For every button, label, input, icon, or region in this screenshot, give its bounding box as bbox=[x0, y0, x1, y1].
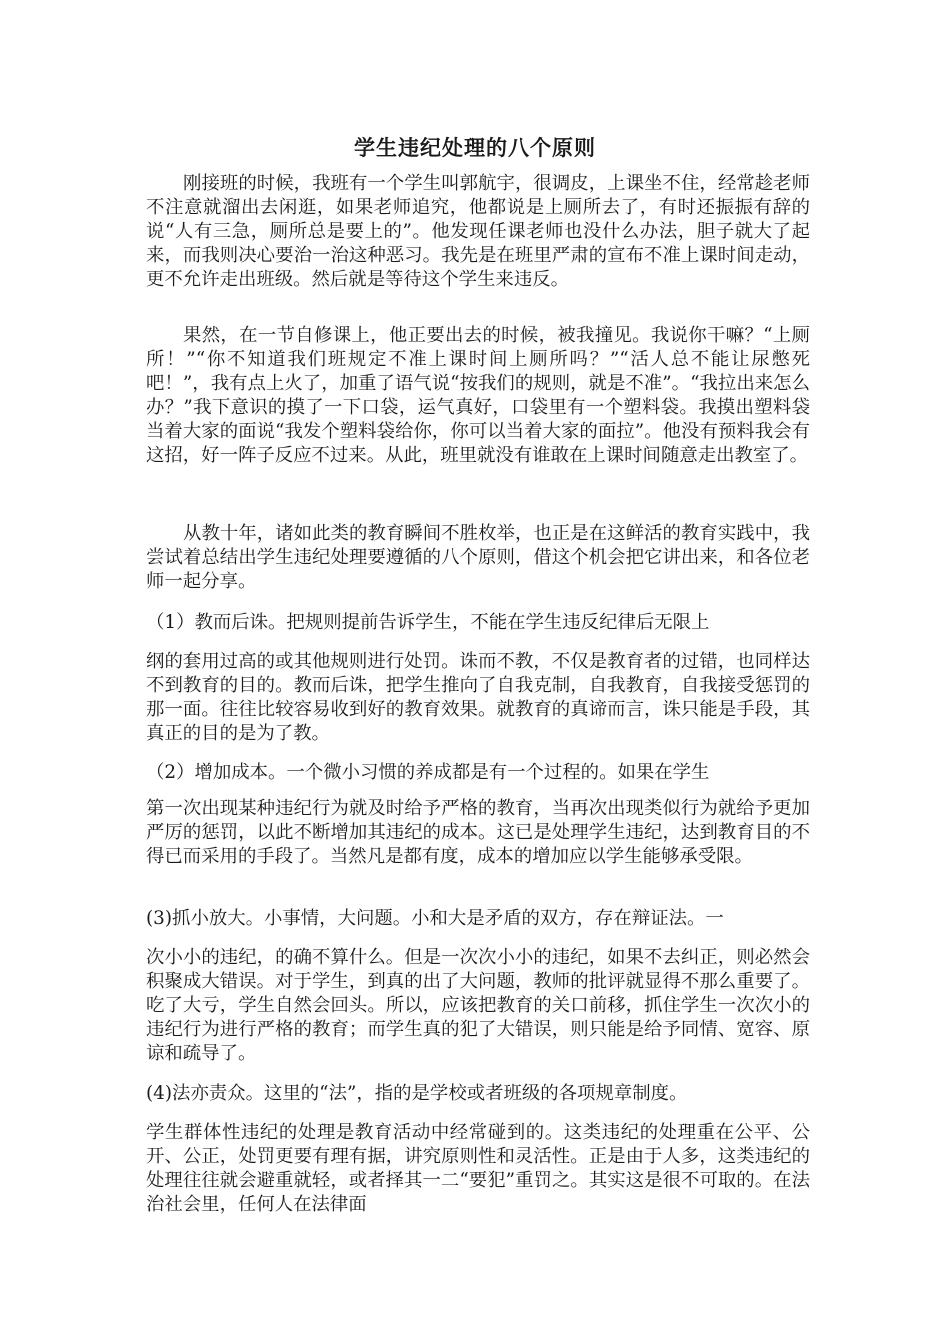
principle-4-body: 学生群体性违纪的处理是教育活动中经常碰到的。这类违纪的处理重在公平、公开、公正，处罚更要有理有据，讲究原则性和灵活性。正是由于人多，这类违纪的处理往往就会避重就轻，或者择其一二“要犯”重罚之。其实这是很不可取的。在法治社会里，任何人在法律面 bbox=[146, 1122, 810, 1216]
principle-2-head: （2）增加成本。一个微小习惯的养成都是有一个过程的。如果在学生 bbox=[146, 762, 710, 783]
principle-1-head: （1）教而后诛。把规则提前告诉学生，不能在学生违反纪律后无限上 bbox=[146, 612, 710, 633]
principle-2-body: 第一次出现某种违纪行为就及时给予严格的教育，当再次出现类似行为就给予更加严厉的惩罚，以此不断增加其违纪的成本。这已是处理学生违纪，达到教育目的不得已而采用的手段了。当然凡是都有度，成本的增加应以学生能够承受限。 bbox=[146, 798, 810, 868]
document-title: 学生违纪处理的八个原则 bbox=[354, 136, 596, 160]
intro-paragraph-2: 果然，在一节自修课上，他正要出去的时候，被我撞见。我说你干嘛？“上厕所！”“你不知道我们班规定不准上课时间上厕所吗？”“活人总不能让尿憋死吧！”，我有点上火了，加重了语气说“按我们的规则，就是不准”。“我拉出来怎么办？”我下意识的摸了一下口袋，运气真好，口袋里有一个塑料袋。我摸出塑料袋当着大家的面说“我发个塑料袋给你，你可以当着大家的面拉”。他没有预料我会有这招，好一阵子反应不过来。从此，班里就没有谁敢在上课时间随意走出教室了。 bbox=[146, 325, 810, 467]
intro-paragraph-1: 刚接班的时候，我班有一个学生叫郭航宇，很调皮，上课坐不住，经常趁老师不注意就溜出去闲逛，如果老师追究，他都说是上厕所去了，有时还振振有辞的说“人有三急，厕所总是要上的”。他发现任课老师也没什么办法，胆子就大了起来，而我则决心要治一治这种恶习。我先是在班里严肃的宣布不准上课时间走动，更不允许走出班级。然后就是等待这个学生来违反。 bbox=[146, 173, 810, 291]
intro-paragraph-3: 从教十年，诸如此类的教育瞬间不胜枚举，也正是在这鲜活的教育实践中，我尝试着总结出学生违纪处理要遵循的八个原则，借这个机会把它讲出来，和各位老师一起分享。 bbox=[146, 523, 810, 593]
principle-3-head: (3)抓小放大。小事情，大问题。小和大是矛盾的双方，存在辩证法。一 bbox=[146, 908, 724, 929]
principle-1-body: 纲的套用过高的或其他规则进行处罚。诛而不教，不仅是教育者的过错，也同样达不到教育的目的。教而后诛，把学生推向了自我克制，自我教育，自我接受惩罚的那一面。往往比较容易收到好的教育效果。就教育的真谛而言，诛只能是手段，其真正的目的是为了教。 bbox=[146, 651, 810, 745]
principle-3-body: 次小小的违纪，的确不算什么。但是一次次小小的违纪，如果不去纠正，则必然会积聚成大错误。对于学生，到真的出了大问题，教师的批评就显得不那么重要了。吃了大亏，学生自然会回头。所以，应该把教育的关口前移，抓住学生一次次小的违纪行为进行严格的教育；而学生真的犯了大错误，则只能是给予同情、宽容、原谅和疏导了。 bbox=[146, 947, 810, 1065]
principle-4-head: (4)法亦责众。这里的“法”，指的是学校或者班级的各项规章制度。 bbox=[146, 1083, 688, 1104]
